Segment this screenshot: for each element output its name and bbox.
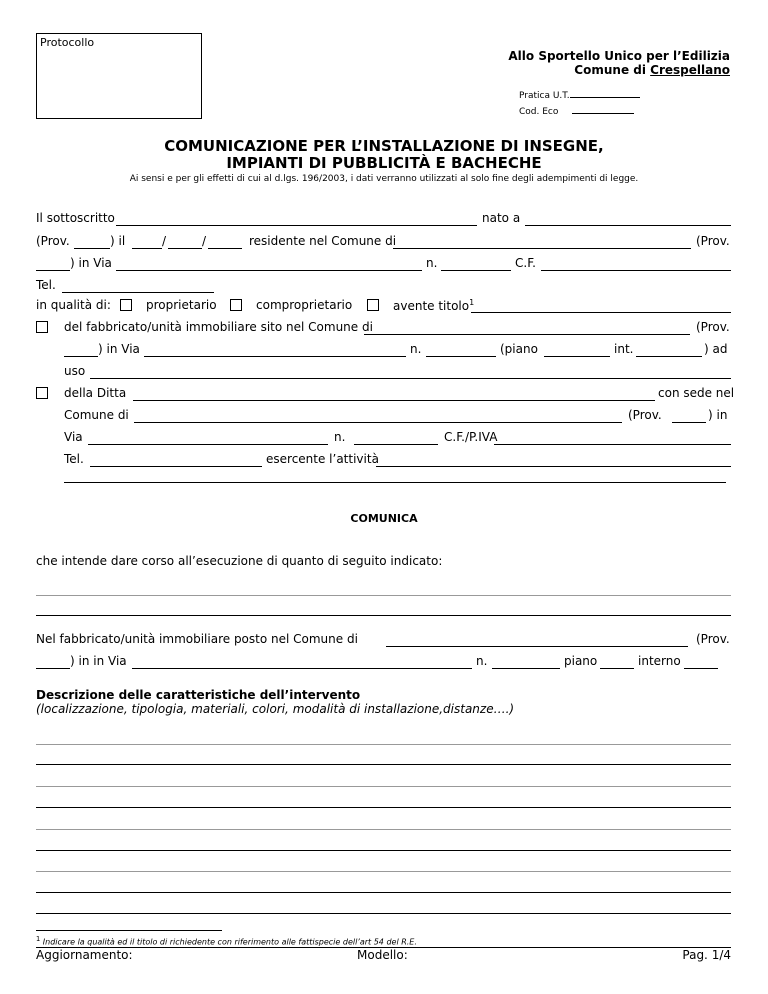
cod-eco-label <box>519 107 634 117</box>
field-giorno[interactable] <box>132 234 162 249</box>
label-prov: (Prov. <box>36 234 70 248</box>
checkbox-fabbricato[interactable] <box>36 321 48 333</box>
field-prov-intervento[interactable] <box>36 654 70 669</box>
recipient-comune-name: Crespellano <box>650 63 730 77</box>
checkbox-proprietario[interactable] <box>120 299 132 311</box>
row-comune-ditta <box>36 408 731 426</box>
footnote <box>36 935 417 947</box>
field-tel-ditta[interactable] <box>90 452 262 467</box>
recipient-comune-prefix: Comune di <box>574 63 651 77</box>
field-mese[interactable] <box>168 234 202 249</box>
descr-line-2[interactable] <box>36 764 731 765</box>
label-con-sede: con sede nel <box>658 386 735 400</box>
field-civico-ditta[interactable] <box>354 430 438 445</box>
field-nato-a[interactable] <box>525 211 731 226</box>
row-sottoscritto <box>36 211 731 229</box>
field-comune-fabbricato[interactable] <box>364 320 690 335</box>
field-ditta[interactable] <box>133 386 655 401</box>
label-cf-piva: C.F./P.IVA <box>444 430 498 444</box>
descr-line-8[interactable] <box>36 892 731 893</box>
descr-line-9[interactable] <box>36 913 731 914</box>
label-prov-3: (Prov. <box>696 320 730 334</box>
row-prov-il <box>36 234 731 252</box>
field-attivita-line2[interactable] <box>64 482 726 483</box>
privacy-note: Ai sensi e per gli effetti di cui al d.lgs. 196/2003, i dati verranno utilizzati al solo fine degli adempimenti di legge. <box>129 174 639 184</box>
label-nato-a: nato a <box>482 211 521 225</box>
title-line2: IMPIANTI DI PUBBLICITÀ E BACHECHE <box>226 154 542 172</box>
row-via <box>36 256 731 274</box>
label-interno: interno <box>638 654 681 668</box>
slash-2: / <box>202 234 207 248</box>
field-piano-intervento[interactable] <box>600 654 634 669</box>
checkbox-ditta[interactable] <box>36 387 48 399</box>
comunica-text: che intende dare corso all’esecuzione di quanto di seguito indicato: <box>36 554 443 568</box>
label-qualita: in qualità di: <box>36 298 111 312</box>
label-int: int. <box>614 342 634 356</box>
field-tel[interactable] <box>62 278 214 293</box>
pratica-field[interactable] <box>570 97 640 98</box>
label-tel: Tel. <box>36 278 56 292</box>
row-ditta <box>36 386 735 404</box>
recipient-line2 <box>574 63 730 77</box>
label-residente: residente nel Comune di <box>249 234 397 248</box>
row-tel-ditta <box>36 452 731 470</box>
comunica-line-1[interactable] <box>36 595 731 596</box>
label-esercente: esercente l’attività <box>266 452 379 466</box>
field-uso[interactable] <box>90 364 731 379</box>
checkbox-comproprietario[interactable] <box>230 299 242 311</box>
row-uso <box>36 364 731 382</box>
label-comune-di: Comune di <box>64 408 129 422</box>
field-comune-ditta[interactable] <box>134 408 622 423</box>
footnote-number: 1 <box>36 935 41 943</box>
label-n-3: n. <box>334 430 346 444</box>
label-piano: (piano <box>500 342 538 356</box>
title-line1: COMUNICAZIONE PER L’INSTALLAZIONE DI INSEGNE, <box>164 137 604 155</box>
slash-1: / <box>162 234 167 248</box>
descrizione-title: Descrizione delle caratteristiche dell’intervento <box>36 688 361 702</box>
label-in-via: ) in Via <box>70 256 112 270</box>
field-via[interactable] <box>116 256 422 271</box>
comunica-line-2[interactable] <box>36 615 731 616</box>
label-n-4: n. <box>476 654 488 668</box>
field-civico-fabbricato[interactable] <box>426 342 496 357</box>
field-via-fabbricato[interactable] <box>144 342 406 357</box>
field-comune-intervento[interactable] <box>386 632 688 647</box>
label-comproprietario: comproprietario <box>256 298 353 312</box>
label-avente-titolo-wrap <box>393 298 474 313</box>
label-ditta: della Ditta <box>64 386 127 400</box>
cod-eco-field[interactable] <box>572 113 634 114</box>
label-tel-ditta: Tel. <box>64 452 84 466</box>
row-tel <box>36 278 731 296</box>
descr-line-7[interactable] <box>36 871 731 872</box>
label-in-via-2: ) in Via <box>98 342 140 356</box>
descrizione-subtitle: (localizzazione, tipologia, materiali, colori, modalità di installazione,distanze….) <box>36 702 515 716</box>
field-attivita[interactable] <box>376 452 731 467</box>
checkbox-avente-titolo[interactable] <box>367 299 379 311</box>
label-n-2: n. <box>410 342 422 356</box>
row-fabbricato <box>36 320 731 338</box>
field-prov-nascita[interactable] <box>74 234 110 249</box>
label-fabbricato: del fabbricato/unità immobiliare sito nel Comune di <box>64 320 373 334</box>
pratica-label <box>519 91 640 101</box>
descr-line-1[interactable] <box>36 744 731 745</box>
footnote-separator <box>36 930 222 931</box>
field-civico[interactable] <box>441 256 511 271</box>
footnote-ref: 1 <box>469 298 475 307</box>
field-cf-piva[interactable] <box>494 430 731 445</box>
descr-line-4[interactable] <box>36 807 731 808</box>
comunica-heading: COMUNICA <box>350 512 418 525</box>
field-piano[interactable] <box>544 342 610 357</box>
field-comune-residenza[interactable] <box>393 234 691 249</box>
descr-line-3[interactable] <box>36 786 731 787</box>
row-via-fabbricato <box>36 342 731 360</box>
label-n: n. <box>426 256 438 270</box>
label-piano-2: piano <box>564 654 598 668</box>
row-qualita <box>36 298 731 316</box>
row-via-intervento <box>36 654 731 672</box>
field-civico-intervento[interactable] <box>492 654 560 669</box>
label-in: ) in <box>708 408 728 422</box>
field-interno[interactable] <box>684 654 718 669</box>
field-prov-residenza[interactable] <box>36 256 70 271</box>
field-cf[interactable] <box>541 256 731 271</box>
field-anno[interactable] <box>208 234 242 249</box>
label-il: ) il <box>110 234 126 248</box>
label-sottoscritto: Il sottoscritto <box>36 211 115 225</box>
pratica-text: Pratica U.T. <box>519 91 570 101</box>
label-in-in-via: ) in in Via <box>70 654 127 668</box>
label-ad: ) ad <box>704 342 728 356</box>
row-nel-fabbricato <box>36 632 731 650</box>
label-cf: C.F. <box>515 256 536 270</box>
footer-page: Pag. 1/4 <box>682 948 731 962</box>
label-prov-4: (Prov. <box>628 408 662 422</box>
field-avente-titolo[interactable] <box>471 298 731 313</box>
descr-line-5[interactable] <box>36 829 731 830</box>
field-int[interactable] <box>636 342 702 357</box>
label-proprietario: proprietario <box>146 298 217 312</box>
label-prov-2: (Prov. <box>696 234 730 248</box>
protocollo-label: Protocollo <box>40 36 95 49</box>
field-prov-fabbricato[interactable] <box>64 342 98 357</box>
recipient-line1: Allo Sportello Unico per l’Edilizia <box>508 49 730 63</box>
cod-eco-text: Cod. Eco <box>519 107 559 117</box>
field-nome[interactable] <box>116 211 477 226</box>
field-prov-ditta[interactable] <box>672 408 706 423</box>
footer-aggiornamento: Aggiornamento: <box>36 948 133 962</box>
label-via-ditta: Via <box>64 430 83 444</box>
label-prov-5: (Prov. <box>696 632 730 646</box>
field-via-intervento[interactable] <box>132 654 472 669</box>
descr-line-6[interactable] <box>36 850 731 851</box>
footer-modello: Modello: <box>357 948 408 962</box>
footnote-text: Indicare la qualità ed il titolo di richiedente con riferimento alle fattispecie dell’art 54 del R.E. <box>42 937 417 947</box>
label-avente-titolo: avente titolo <box>393 299 470 313</box>
row-via-ditta <box>36 430 731 448</box>
field-via-ditta[interactable] <box>88 430 328 445</box>
label-uso: uso <box>64 364 86 378</box>
label-nel-fabbricato: Nel fabbricato/unità immobiliare posto nel Comune di <box>36 632 358 646</box>
